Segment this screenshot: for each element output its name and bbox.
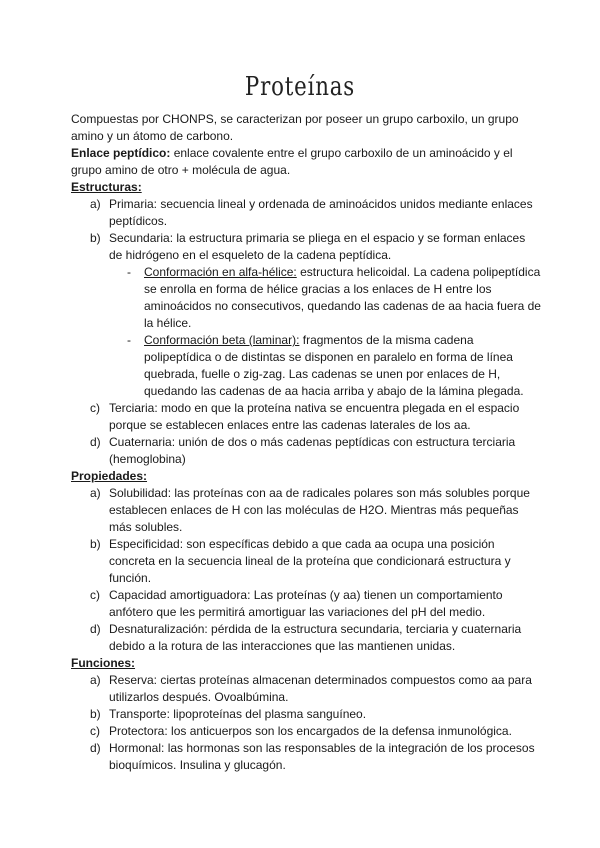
list-item xyxy=(71,485,541,536)
list-marker: b) xyxy=(90,231,101,245)
list-item xyxy=(71,434,541,468)
secundaria-sublist xyxy=(109,264,541,400)
page-title: Proteínas xyxy=(244,72,356,102)
list-item xyxy=(71,706,541,723)
list-item xyxy=(71,740,541,774)
list-marker: b) xyxy=(90,707,101,721)
propiedades-list xyxy=(71,485,541,655)
enlace-term: Enlace peptídico: xyxy=(71,146,171,160)
list-item xyxy=(71,196,541,230)
list-marker: b) xyxy=(90,537,101,551)
funciones-list xyxy=(71,672,541,774)
list-item-text: Solubilidad: las proteínas con aa de radicales polares son más solubles porque establecen enlaces de H con las moléculas de H2O. Mientras más pequeñas más solubles. xyxy=(109,486,530,534)
list-item-text: Desnaturalización: pérdida de la estructura secundaria, terciaria y cuaternaria debido a la rotura de las interacciones que las mantienen unidas. xyxy=(109,622,522,653)
list-marker: c) xyxy=(90,724,100,738)
list-item-text: Capacidad amortiguadora: Las proteínas (y aa) tienen un comportamiento anfótero que les permitirá amortiguar las variaciones del pH del medio. xyxy=(109,588,503,619)
list-marker: a) xyxy=(90,673,101,687)
list-marker: d) xyxy=(90,435,101,449)
sublist-text: estructura helicoidal. La cadena polipeptídica se enrolla en forma de hélice gracias a los enlaces de H entre los aminoácidos no consecutivos, quedando las cadenas de aa hacia fuera de la hélice. xyxy=(144,265,541,330)
sublist-text: fragmentos de la misma cadena polipeptídica o de distintas se disponen en paralelo en forma de línea quebrada, fuelle o zig-zag. Las cadenas se unen por enlaces de H, quedando las cadenas de aa hacia arriba y abajo de la lámina plegada. xyxy=(144,333,524,398)
sublist-item xyxy=(109,264,541,332)
list-item-text: Reserva: ciertas proteínas almacenan determinados compuestos como aa para utilizarlos después. Ovoalbúmina. xyxy=(109,673,532,704)
dash-marker: - xyxy=(127,333,131,347)
list-item-text: Primaria: secuencia lineal y ordenada de aminoácidos unidos mediante enlaces peptídicos. xyxy=(109,197,533,228)
funciones-heading: Funciones: xyxy=(71,656,136,670)
list-item-text: Hormonal: las hormonas son las responsables de la integración de los procesos bioquímicos. Insulina y glucagón. xyxy=(109,741,535,772)
list-item xyxy=(71,621,541,655)
sublist-term: Conformación beta (laminar): xyxy=(144,333,300,347)
estructuras-heading: Estructuras: xyxy=(71,180,142,194)
sublist-item xyxy=(109,332,541,400)
list-marker: a) xyxy=(90,486,101,500)
list-item xyxy=(71,536,541,587)
intro-paragraph: Compuestas por CHONPS, se caracterizan por poseer un grupo carboxilo, un grupo amino y un átomo de carbono. xyxy=(71,112,519,143)
list-marker: d) xyxy=(90,622,101,636)
list-marker: c) xyxy=(90,588,100,602)
dash-marker: - xyxy=(127,265,131,279)
list-item xyxy=(71,723,541,740)
list-item-text: Protectora: los anticuerpos son los encargados de la defensa inmunológica. xyxy=(109,724,512,738)
list-item-text: Terciaria: modo en que la proteína nativa se encuentra plegada en el espacio porque se establecen enlaces entre las cadenas laterales de los aa. xyxy=(109,401,520,432)
sublist-term: Conformación en alfa-hélice: xyxy=(144,265,297,279)
enlace-paragraph xyxy=(71,145,541,179)
list-item-text: Secundaria: la estructura primaria se pliega en el espacio y se forman enlaces de hidrógeno en el esqueleto de la cadena peptídica. xyxy=(109,231,526,262)
list-item-text: Especificidad: son específicas debido a que cada aa ocupa una posición concreta en la secuencia lineal de la proteína que condicionará estructura y función. xyxy=(109,537,511,585)
list-item xyxy=(71,400,541,434)
enlace-text: enlace covalente entre el grupo carboxilo de un aminoácido y el grupo amino de otro + molécula de agua. xyxy=(71,146,513,177)
list-item-text: Cuaternaria: unión de dos o más cadenas peptídicas con estructura terciaria (hemoglobina) xyxy=(109,435,516,466)
estructuras-list xyxy=(71,196,541,468)
document-body xyxy=(71,111,541,774)
list-marker: c) xyxy=(90,401,100,415)
list-item xyxy=(71,587,541,621)
list-item-text: Transporte: lipoproteínas del plasma sanguíneo. xyxy=(109,707,367,721)
propiedades-heading: Propiedades: xyxy=(71,469,148,483)
list-marker: d) xyxy=(90,741,101,755)
list-item xyxy=(71,230,541,400)
list-item xyxy=(71,672,541,706)
list-marker: a) xyxy=(90,197,101,211)
